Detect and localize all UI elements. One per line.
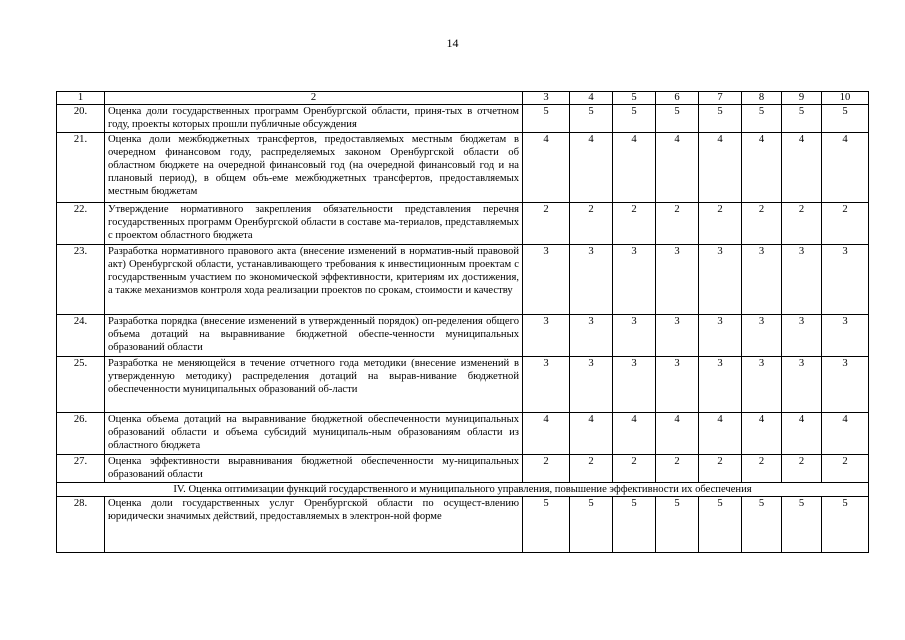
score-cell: 2 bbox=[656, 455, 699, 483]
score-cell: 2 bbox=[742, 455, 782, 483]
score-cell: 3 bbox=[656, 315, 699, 357]
score-cell: 3 bbox=[570, 315, 613, 357]
table-row bbox=[57, 203, 869, 245]
table-row bbox=[57, 497, 869, 553]
score-cell: 5 bbox=[822, 497, 869, 553]
page-number: 14 bbox=[446, 36, 459, 50]
score-cell: 3 bbox=[822, 245, 869, 315]
score-cell: 3 bbox=[570, 245, 613, 315]
header-cell: 6 bbox=[656, 92, 699, 105]
row-description: Оценка доли межбюджетных трансфертов, предоставляемых местным бюджетам в очередном финансовом году, распределяемых законом Оренбургской области об областном бюджете на очередной финансовый год (на очередной финансовый год и на плановый период), в общем объ-еме межбюджетных трансфертов, предоставляемых местным бюджетам bbox=[105, 133, 523, 203]
score-cell: 4 bbox=[699, 133, 742, 203]
score-cell: 5 bbox=[699, 105, 742, 133]
header-cell: 9 bbox=[782, 92, 822, 105]
header-cell: 3 bbox=[523, 92, 570, 105]
score-cell: 2 bbox=[613, 203, 656, 245]
score-cell: 5 bbox=[570, 497, 613, 553]
score-cell: 3 bbox=[570, 357, 613, 413]
criteria-table bbox=[56, 91, 869, 553]
table-row bbox=[57, 245, 869, 315]
row-description: Оценка эффективности выравнивания бюджетной обеспеченности му-ниципальных образований области bbox=[105, 455, 523, 483]
row-number: 27. bbox=[57, 455, 105, 483]
header-cell: 7 bbox=[699, 92, 742, 105]
score-cell: 4 bbox=[822, 133, 869, 203]
score-cell: 3 bbox=[613, 315, 656, 357]
score-cell: 2 bbox=[782, 455, 822, 483]
score-cell: 2 bbox=[742, 203, 782, 245]
score-cell: 2 bbox=[523, 203, 570, 245]
score-cell: 3 bbox=[613, 357, 656, 413]
header-cell: 10 bbox=[822, 92, 869, 105]
row-number: 24. bbox=[57, 315, 105, 357]
score-cell: 3 bbox=[742, 245, 782, 315]
score-cell: 3 bbox=[699, 357, 742, 413]
score-cell: 5 bbox=[613, 497, 656, 553]
score-cell: 3 bbox=[699, 315, 742, 357]
header-cell: 1 bbox=[57, 92, 105, 105]
score-cell: 3 bbox=[523, 245, 570, 315]
row-number: 22. bbox=[57, 203, 105, 245]
score-cell: 2 bbox=[699, 455, 742, 483]
row-description: Утверждение нормативного закрепления обязательности представления перечня государственных программ Оренбургской области в составе ма-териалов, представляемых с проектом областного бюджета bbox=[105, 203, 523, 245]
score-cell: 3 bbox=[656, 357, 699, 413]
score-cell: 3 bbox=[782, 245, 822, 315]
score-cell: 4 bbox=[570, 133, 613, 203]
score-cell: 3 bbox=[613, 245, 656, 315]
table-row bbox=[57, 455, 869, 483]
score-cell: 2 bbox=[699, 203, 742, 245]
row-number: 25. bbox=[57, 357, 105, 413]
section-row bbox=[57, 483, 869, 497]
row-number: 21. bbox=[57, 133, 105, 203]
table-row bbox=[57, 357, 869, 413]
score-cell: 4 bbox=[570, 413, 613, 455]
row-number: 26. bbox=[57, 413, 105, 455]
score-cell: 4 bbox=[742, 413, 782, 455]
header-cell: 8 bbox=[742, 92, 782, 105]
score-cell: 4 bbox=[656, 133, 699, 203]
table-row bbox=[57, 315, 869, 357]
row-description: Оценка доли государственных услуг Оренбургской области по осущест-влению юридически значимых действий, предоставляемых в электрон-ной форме bbox=[105, 497, 523, 553]
header-cell: 5 bbox=[613, 92, 656, 105]
score-cell: 3 bbox=[822, 357, 869, 413]
row-description: Разработка порядка (внесение изменений в утвержденный порядок) оп-ределения общего объема дотаций на выравнивание бюджетной обеспе-ченности муниципальных образований области bbox=[105, 315, 523, 357]
score-cell: 3 bbox=[742, 357, 782, 413]
score-cell: 2 bbox=[570, 455, 613, 483]
score-cell: 4 bbox=[523, 133, 570, 203]
score-cell: 5 bbox=[822, 105, 869, 133]
table-row bbox=[57, 133, 869, 203]
row-number: 23. bbox=[57, 245, 105, 315]
score-cell: 4 bbox=[782, 133, 822, 203]
score-cell: 4 bbox=[782, 413, 822, 455]
score-cell: 4 bbox=[613, 133, 656, 203]
row-description: Оценка доли государственных программ Оренбургской области, приня-тых в отчетном году, проекты которых прошли публичные обсуждения bbox=[105, 105, 523, 133]
score-cell: 5 bbox=[523, 105, 570, 133]
table-row bbox=[57, 105, 869, 133]
score-cell: 2 bbox=[656, 203, 699, 245]
row-description: Разработка нормативного правового акта (внесение изменений в норматив-ный правовой акт) Оренбургской области, устанавливающего требования к инвестиционным проектам с государственным участием по экономической эффективности, критериям их достижения, а также механизмов контроля хода реализации проектов по срокам, стоимости и качеству bbox=[105, 245, 523, 315]
score-cell: 5 bbox=[782, 105, 822, 133]
score-cell: 5 bbox=[613, 105, 656, 133]
score-cell: 3 bbox=[782, 315, 822, 357]
score-cell: 4 bbox=[613, 413, 656, 455]
score-cell: 3 bbox=[523, 357, 570, 413]
score-cell: 5 bbox=[742, 497, 782, 553]
score-cell: 3 bbox=[782, 357, 822, 413]
score-cell: 3 bbox=[656, 245, 699, 315]
score-cell: 4 bbox=[656, 413, 699, 455]
row-number: 28. bbox=[57, 497, 105, 553]
row-description: Оценка объема дотаций на выравнивание бюджетной обеспеченности муниципальных образований области и объема субсидий муниципаль-ным образованиям области из областного бюджета bbox=[105, 413, 523, 455]
score-cell: 5 bbox=[656, 105, 699, 133]
score-cell: 2 bbox=[822, 455, 869, 483]
score-cell: 3 bbox=[699, 245, 742, 315]
score-cell: 5 bbox=[570, 105, 613, 133]
score-cell: 5 bbox=[523, 497, 570, 553]
score-cell: 4 bbox=[699, 413, 742, 455]
score-cell: 2 bbox=[570, 203, 613, 245]
score-cell: 3 bbox=[523, 315, 570, 357]
score-cell: 5 bbox=[742, 105, 782, 133]
score-cell: 3 bbox=[822, 315, 869, 357]
score-cell: 4 bbox=[523, 413, 570, 455]
score-cell: 3 bbox=[742, 315, 782, 357]
score-cell: 5 bbox=[782, 497, 822, 553]
section-heading: IV. Оценка оптимизации функций государственного и муниципального управления, повышение эффективности их обеспечения bbox=[57, 483, 869, 497]
header-row bbox=[57, 92, 869, 105]
score-cell: 4 bbox=[822, 413, 869, 455]
score-cell: 5 bbox=[699, 497, 742, 553]
score-cell: 5 bbox=[656, 497, 699, 553]
table-row bbox=[57, 413, 869, 455]
score-cell: 2 bbox=[822, 203, 869, 245]
score-cell: 2 bbox=[523, 455, 570, 483]
row-description: Разработка не меняющейся в течение отчетного года методики (внесение изменений в утвержденную методику) распределения дотаций на вырав-нивание бюджетной обеспеченности муниципальных образований об-ласти bbox=[105, 357, 523, 413]
score-cell: 4 bbox=[742, 133, 782, 203]
score-cell: 2 bbox=[782, 203, 822, 245]
score-cell: 2 bbox=[613, 455, 656, 483]
row-number: 20. bbox=[57, 105, 105, 133]
header-cell: 4 bbox=[570, 92, 613, 105]
header-cell: 2 bbox=[105, 92, 523, 105]
